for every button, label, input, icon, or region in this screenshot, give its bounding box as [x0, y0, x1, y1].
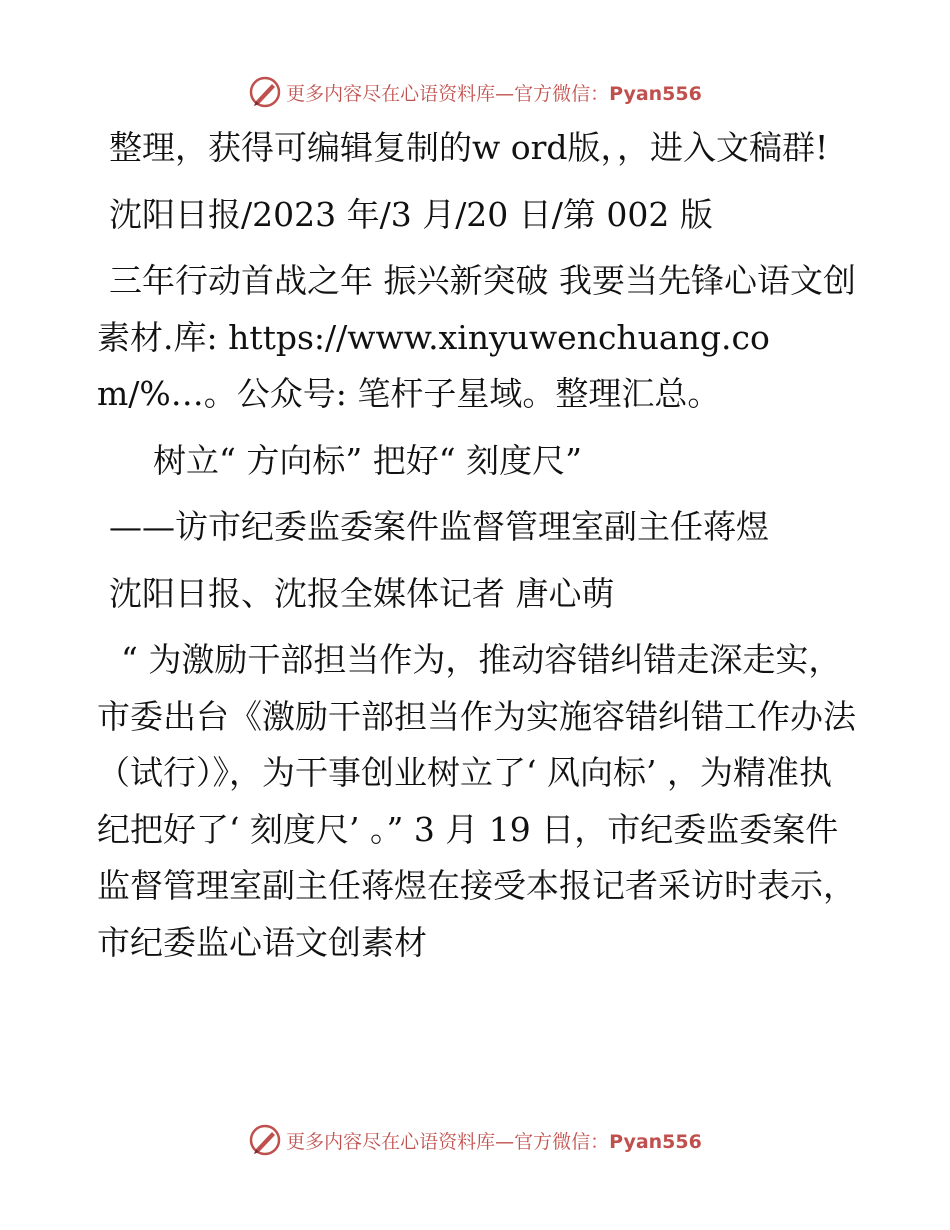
source-line: 三年行动首战之年 振兴新突破 我要当先锋心语文创素材.库: https://www.xinyuwenchuang.com/%…。公众号: 笔杆子星域。整理汇总。 [97, 261, 856, 413]
article-headline: 树立“ 方向标” 把好“ 刻度尺” [153, 440, 582, 480]
footer-wechat-handle: Pyan556 [609, 1130, 702, 1153]
intro-paragraph: 整理，获得可编辑复制的w ord版，，进入文稿群! [109, 128, 829, 167]
article-subheadline: ——访市纪委监委案件监督管理室副主任蒋煜 [109, 507, 769, 546]
pen-logo-icon [248, 1123, 282, 1157]
header-banner-text: 更多内容尽在心语资料库—官方微信：Pyan556 [286, 82, 702, 105]
header-wechat-handle: Pyan556 [609, 82, 702, 105]
footer-banner [0, 1120, 950, 1160]
dateline: 沈阳日报/2023 年/3 月/20 日/第 002 版 [109, 194, 713, 234]
footer-banner-text: 更多内容尽在心语资料库—官方微信：Pyan556 [286, 1130, 702, 1153]
header-banner [0, 72, 950, 112]
byline: 沈阳日报、沈报全媒体记者 唐心萌 [109, 573, 615, 613]
pen-logo-icon [248, 75, 282, 109]
article-paragraph: “ 为激励干部担当作为，推动容错纠错走深走实，市委出台《激励干部担当作为实施容错纠错工作办法（试行）》，为干事创业树立了‘ 风向标’ ，为精准执纪把好了‘ 刻度尺’ 。” 3 月 19 日，市纪委监委案件监督管理室副主任蒋煜在接受本报记者采访时表示，市纪委监心语文创素材 [97, 640, 856, 962]
document-body [97, 120, 857, 971]
